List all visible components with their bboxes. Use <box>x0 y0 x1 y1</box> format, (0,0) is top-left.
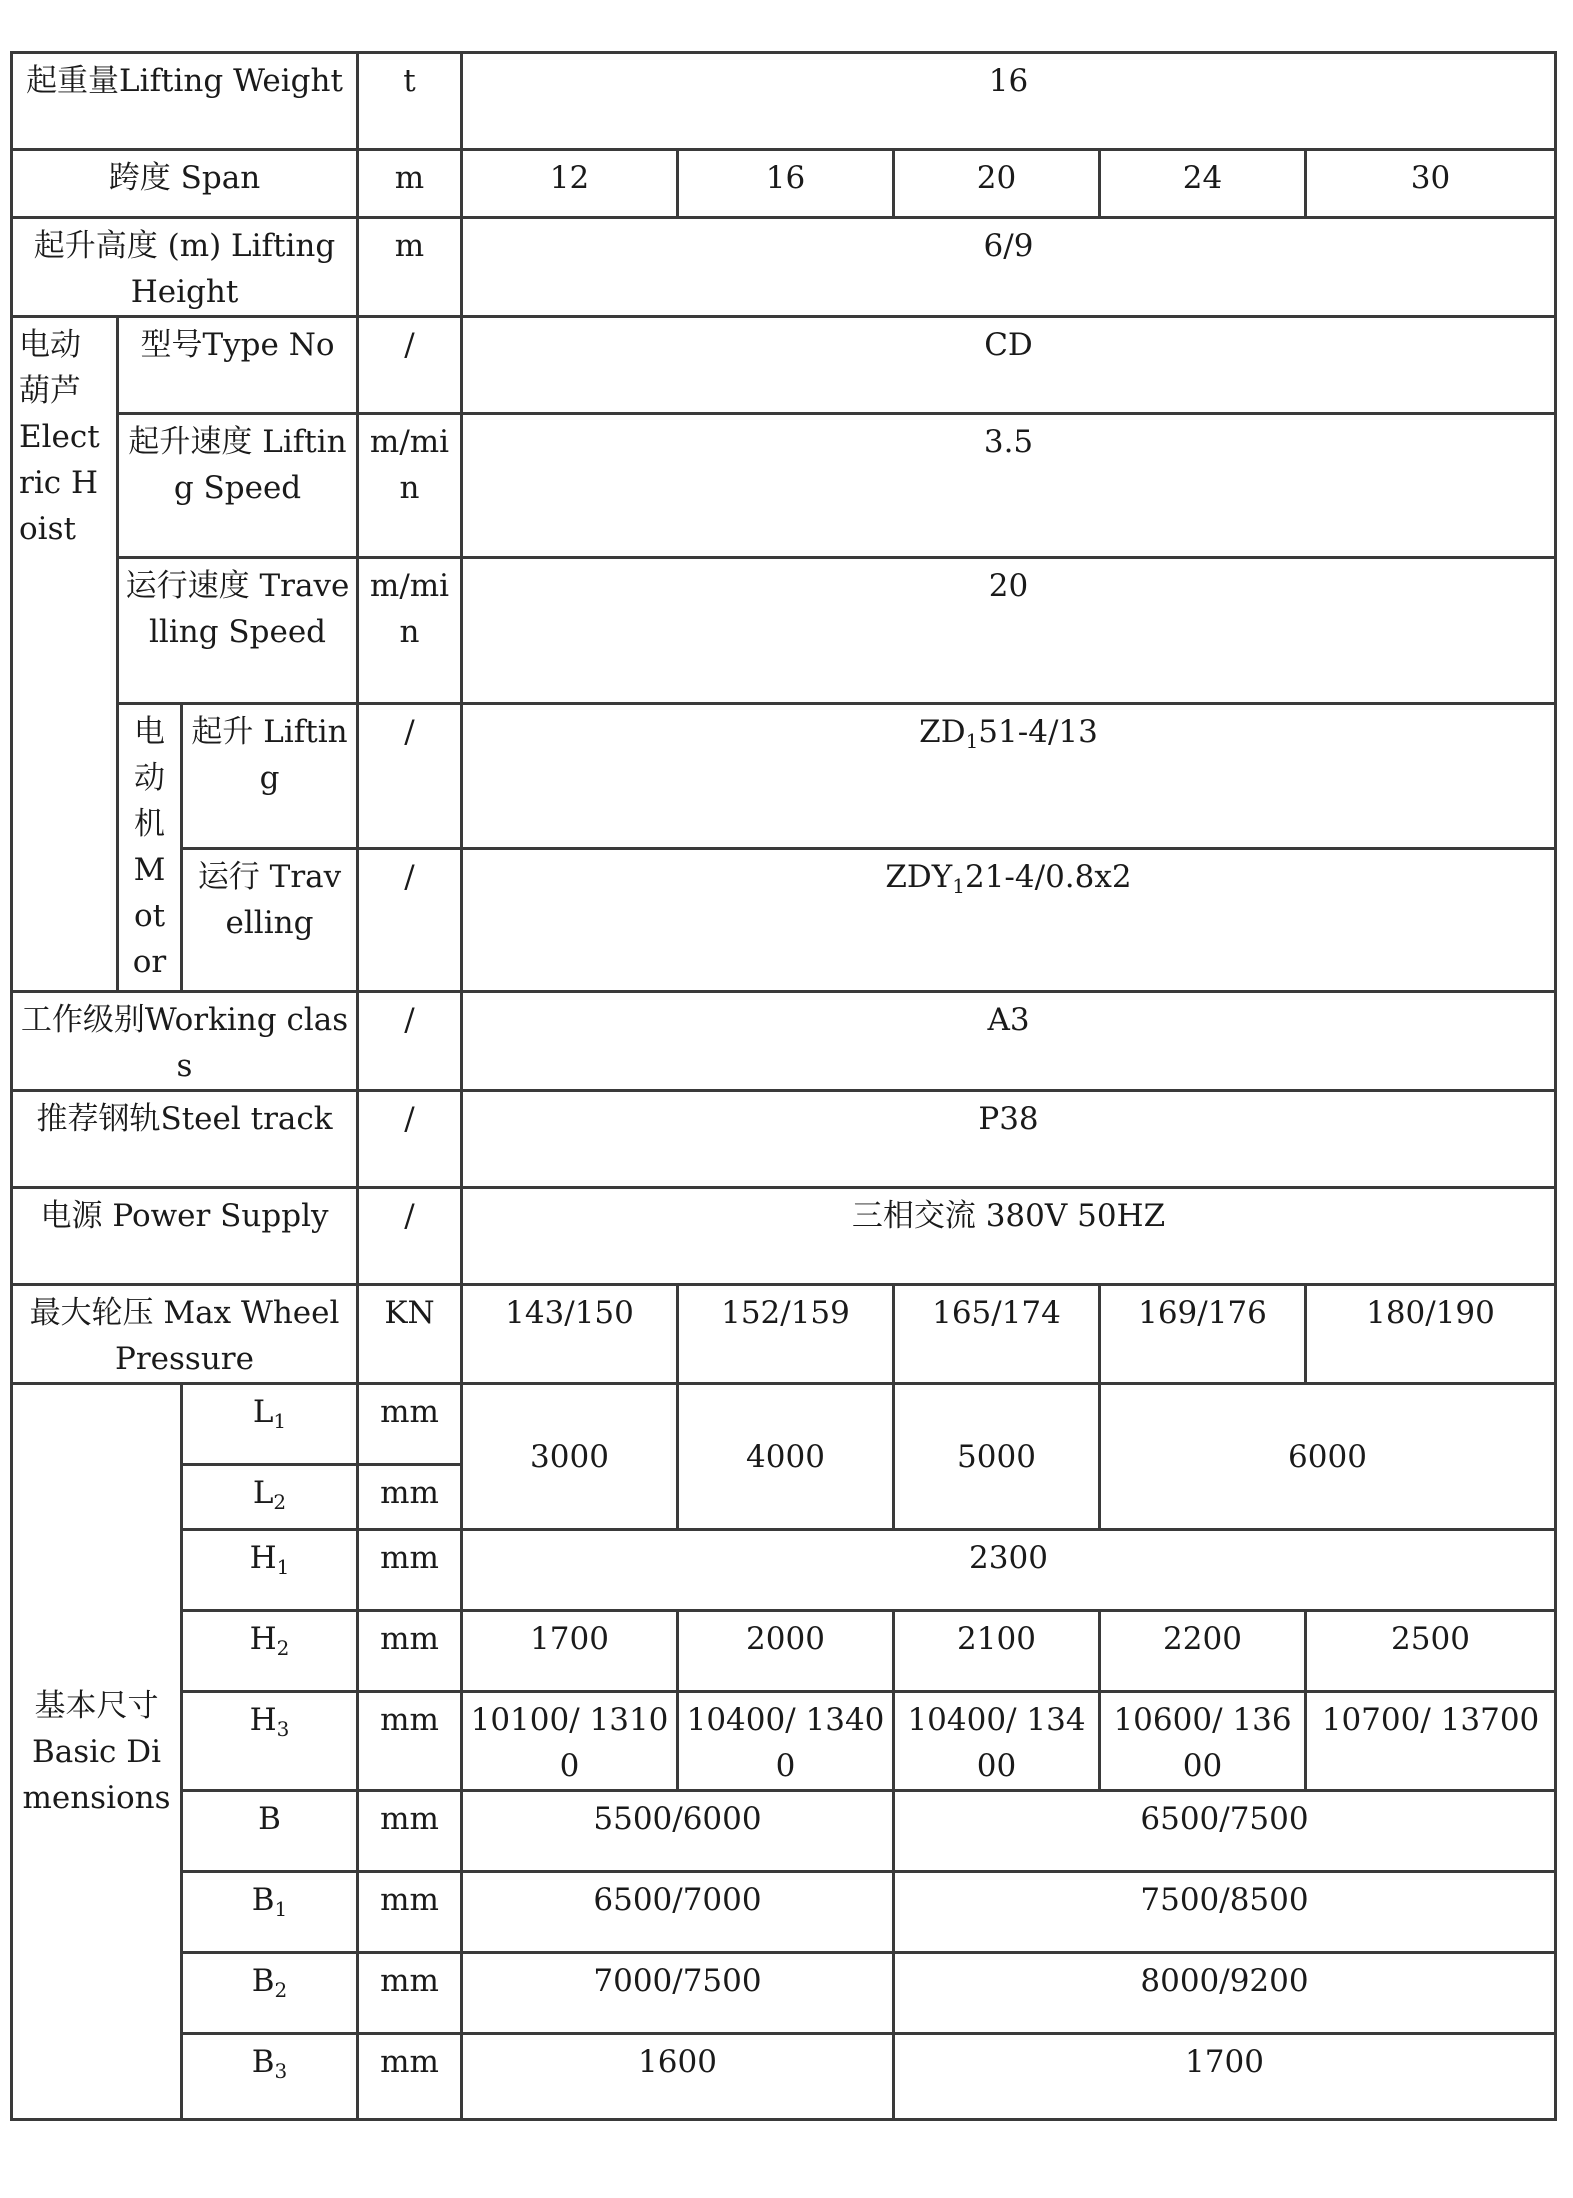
l-value-cell: 3000 <box>462 1384 678 1530</box>
row-dim-h3 <box>12 1692 1556 1791</box>
unit-dim-h2: mm <box>358 1611 462 1692</box>
label-dim-l2 <box>182 1465 358 1530</box>
b1-cell: 7500/8500 <box>894 1872 1556 1953</box>
row-max-wheel-pressure <box>12 1285 1556 1384</box>
unit-motor-travelling: / <box>358 849 462 992</box>
label-dim-b <box>182 1791 358 1872</box>
span-cell: 16 <box>678 150 894 218</box>
h3-cell: 10400/ 13400 <box>678 1692 894 1791</box>
b3-cell: 1600 <box>462 2034 894 2120</box>
row-lifting-speed <box>12 414 1556 558</box>
unit-type-no: / <box>358 317 462 414</box>
value-steel-track: P38 <box>462 1091 1556 1188</box>
wheel-pressure-cell: 180/190 <box>1306 1285 1556 1384</box>
unit-motor-lifting: / <box>358 704 462 849</box>
wheel-pressure-cell: 169/176 <box>1100 1285 1306 1384</box>
row-dim-b1 <box>12 1872 1556 1953</box>
row-lifting-weight <box>12 53 1556 150</box>
label-lifting-speed: 起升速度 Lifting Speed <box>118 414 358 558</box>
dim-symbol: L <box>252 1475 274 1511</box>
value-lifting-speed: 3.5 <box>462 414 1556 558</box>
unit-dim-l2: mm <box>358 1465 462 1530</box>
label-dim-h1 <box>182 1530 358 1611</box>
row-hoist-type <box>12 317 1556 414</box>
motor-lifting-subscript: 1 <box>965 729 979 753</box>
span-cell: 30 <box>1306 150 1556 218</box>
label-dim-b1 <box>182 1872 358 1953</box>
unit-dim-b3: mm <box>358 2034 462 2120</box>
row-motor-lifting <box>12 704 1556 849</box>
dim-subscript: 3 <box>276 1717 290 1741</box>
row-dim-b2 <box>12 1953 1556 2034</box>
h3-cell: 10400/ 13400 <box>894 1692 1100 1791</box>
unit-dim-l1: mm <box>358 1384 462 1465</box>
value-power-supply: 三相交流 380V 50HZ <box>462 1188 1556 1285</box>
label-motor-group: 电动机 Motor <box>118 704 182 992</box>
row-motor-travelling <box>12 849 1556 992</box>
value-motor-lifting <box>462 704 1556 849</box>
value-lifting-height: 6/9 <box>462 218 1556 317</box>
unit-lifting-speed: m/min <box>358 414 462 558</box>
motor-lifting-spec: 51-4/13 <box>978 714 1098 750</box>
span-cell: 12 <box>462 150 678 218</box>
l-value-cell: 6000 <box>1100 1384 1556 1530</box>
h2-cell: 1700 <box>462 1611 678 1692</box>
row-dim-h1 <box>12 1530 1556 1611</box>
motor-lifting-model: ZD <box>919 714 966 750</box>
h2-cell: 2000 <box>678 1611 894 1692</box>
l-value-cell: 4000 <box>678 1384 894 1530</box>
value-motor-travelling <box>462 849 1556 992</box>
dim-subscript: 2 <box>274 1978 288 2002</box>
label-electric-hoist-group: 电动葫芦 Electric Hoist <box>12 317 118 992</box>
row-dim-b <box>12 1791 1556 1872</box>
value-travelling-speed: 20 <box>462 558 1556 704</box>
motor-travelling-model: ZDY <box>885 859 953 895</box>
value-working-class: A3 <box>462 992 1556 1091</box>
unit-lifting-weight: t <box>358 53 462 150</box>
span-cell: 24 <box>1100 150 1306 218</box>
row-power-supply <box>12 1188 1556 1285</box>
dim-symbol: H <box>249 1540 277 1576</box>
label-motor-lifting: 起升 Lifting <box>182 704 358 849</box>
label-dim-b3 <box>182 2034 358 2120</box>
h2-cell: 2500 <box>1306 1611 1556 1692</box>
dim-subscript: 1 <box>276 1555 290 1579</box>
spec-table <box>10 51 1557 2121</box>
value-lifting-weight: 16 <box>462 53 1556 150</box>
dim-symbol: B <box>251 2044 275 2080</box>
dim-symbol: B <box>258 1801 281 1837</box>
value-type-no: CD <box>462 317 1556 414</box>
label-power-supply: 电源 Power Supply <box>12 1188 358 1285</box>
unit-working-class: / <box>358 992 462 1091</box>
b-cell: 5500/6000 <box>462 1791 894 1872</box>
label-dim-h2 <box>182 1611 358 1692</box>
motor-travelling-subscript: 1 <box>952 874 965 898</box>
row-dim-b3 <box>12 2034 1556 2120</box>
dim-subscript: 1 <box>274 1897 288 1921</box>
unit-dim-b: mm <box>358 1791 462 1872</box>
label-dim-h3 <box>182 1692 358 1791</box>
span-cell: 20 <box>894 150 1100 218</box>
h3-cell: 10100/ 13100 <box>462 1692 678 1791</box>
unit-lifting-height: m <box>358 218 462 317</box>
label-dim-b2 <box>182 1953 358 2034</box>
unit-dim-h3: mm <box>358 1692 462 1791</box>
h3-cell: 10700/ 13700 <box>1306 1692 1556 1791</box>
b2-cell: 7000/7500 <box>462 1953 894 2034</box>
unit-power-supply: / <box>358 1188 462 1285</box>
label-travelling-speed: 运行速度 Travelling Speed <box>118 558 358 704</box>
label-basic-dimensions-group: 基本尺寸 Basic Dimensions <box>12 1384 182 2120</box>
label-dim-l1 <box>182 1384 358 1465</box>
label-span: 跨度 Span <box>12 150 358 218</box>
row-dim-h2 <box>12 1611 1556 1692</box>
dim-subscript: 1 <box>273 1409 287 1433</box>
label-motor-travelling: 运行 Travelling <box>182 849 358 992</box>
wheel-pressure-cell: 152/159 <box>678 1285 894 1384</box>
row-dim-l1 <box>12 1384 1556 1465</box>
h2-cell: 2100 <box>894 1611 1100 1692</box>
dim-subscript: 2 <box>276 1636 290 1660</box>
unit-max-wheel-pressure: KN <box>358 1285 462 1384</box>
value-dim-h1: 2300 <box>462 1530 1556 1611</box>
unit-dim-b1: mm <box>358 1872 462 1953</box>
label-lifting-height: 起升高度 (m) Lifting Height <box>12 218 358 317</box>
row-working-class <box>12 992 1556 1091</box>
dim-symbol: B <box>251 1963 275 1999</box>
motor-travelling-spec: 21-4/0.8x2 <box>964 859 1132 895</box>
l-value-cell: 5000 <box>894 1384 1100 1530</box>
dim-symbol: L <box>252 1394 274 1430</box>
b1-cell: 6500/7000 <box>462 1872 894 1953</box>
row-span <box>12 150 1556 218</box>
unit-dim-h1: mm <box>358 1530 462 1611</box>
wheel-pressure-cell: 165/174 <box>894 1285 1100 1384</box>
row-steel-track <box>12 1091 1556 1188</box>
label-steel-track: 推荐钢轨Steel track <box>12 1091 358 1188</box>
dim-symbol: B <box>251 1882 275 1918</box>
label-max-wheel-pressure: 最大轮压 Max Wheel Pressure <box>12 1285 358 1384</box>
label-lifting-weight: 起重量Lifting Weight <box>12 53 358 150</box>
b3-cell: 1700 <box>894 2034 1556 2120</box>
row-travelling-speed <box>12 558 1556 704</box>
unit-steel-track: / <box>358 1091 462 1188</box>
unit-span: m <box>358 150 462 218</box>
label-type-no: 型号Type No <box>118 317 358 414</box>
label-working-class: 工作级别Working class <box>12 992 358 1091</box>
b2-cell: 8000/9200 <box>894 1953 1556 2034</box>
b-cell: 6500/7500 <box>894 1791 1556 1872</box>
unit-dim-b2: mm <box>358 1953 462 2034</box>
h3-cell: 10600/ 13600 <box>1100 1692 1306 1791</box>
dim-symbol: H <box>249 1621 277 1657</box>
unit-travelling-speed: m/min <box>358 558 462 704</box>
h2-cell: 2200 <box>1100 1611 1306 1692</box>
dim-subscript: 3 <box>274 2059 288 2083</box>
wheel-pressure-cell: 143/150 <box>462 1285 678 1384</box>
dim-subscript: 2 <box>273 1490 287 1514</box>
row-lifting-height <box>12 218 1556 317</box>
dim-symbol: H <box>249 1702 277 1738</box>
